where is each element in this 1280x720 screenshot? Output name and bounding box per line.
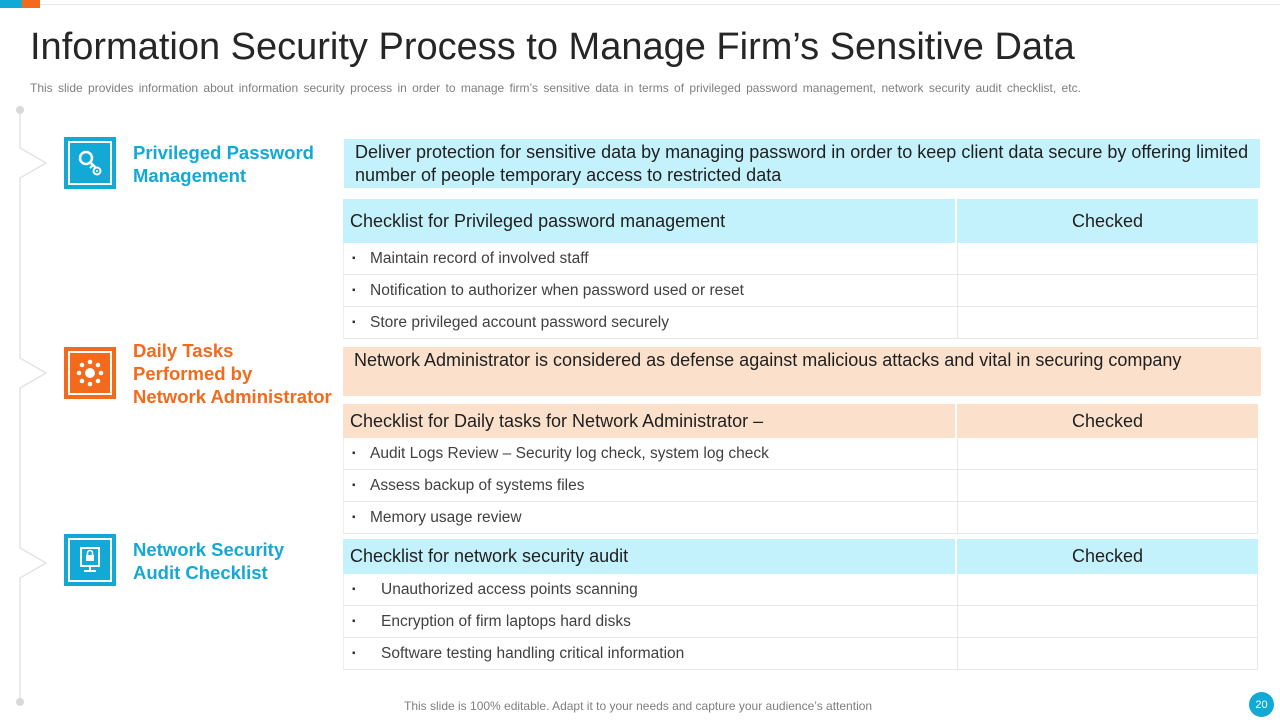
checklist-item: Assess backup of systems files [370,476,585,494]
table-row [343,307,1258,339]
bullet-icon: ▪ [352,584,356,595]
checked-cell[interactable] [958,438,1257,469]
checklist-header-label: Checklist for network security audit [343,539,957,574]
section-title-line: Performed by [133,363,253,384]
checklist-header-row [343,539,1258,574]
checklist-item: Unauthorized access points scanning [381,580,638,598]
page-title: Information Security Process to Manage Firm’s Sensitive Data [30,26,1075,68]
checklist-item: Memory usage review [370,508,522,526]
section-title-line: Management [133,165,247,186]
checked-cell[interactable] [958,275,1257,306]
timeline-start-dot [16,106,24,114]
section-title-line: Network Administrator [133,386,332,407]
table-row [343,638,1258,670]
timeline-end-dot [16,698,24,706]
section-title-line: Privileged Password [133,142,314,163]
table-row [343,243,1258,275]
checklist-header-row [343,404,1258,438]
checklist-item: Audit Logs Review – Security log check, system log check [370,444,769,462]
bullet-icon: ▪ [352,253,356,264]
page-number-badge: 20 [1249,692,1274,717]
timeline-line [0,0,60,720]
section-title-line: Daily Tasks [133,340,234,361]
network-hub-icon [75,358,105,388]
checked-cell[interactable] [958,307,1257,338]
page-subtitle: This slide provides information about information security process in order to manage firm’s sensitive data in terms of privileged password management, network security audit checklist, etc. [30,81,1081,95]
footer-note: This slide is 100% editable. Adapt it to your needs and capture your audience’s attention [404,699,873,713]
checked-cell[interactable] [958,574,1257,605]
section-title-privileged-password [133,141,314,187]
table-row [343,606,1258,638]
network-security-checklist-table [343,539,1258,670]
bullet-icon: ▪ [352,616,356,627]
bullet-icon: ▪ [352,317,356,328]
checked-column-header: Checked [1071,210,1144,231]
checklist-item: Encryption of firm laptops hard disks [381,612,631,630]
section-title-daily-tasks [133,339,332,408]
section-title-line: Network Security [133,539,285,560]
table-row [343,438,1258,470]
secure-monitor-icon [75,545,105,575]
checked-cell[interactable] [958,638,1257,669]
checked-cell[interactable] [958,502,1257,533]
checklist-header-label: Checklist for Daily tasks for Network Administrator – [343,404,957,438]
table-row [343,470,1258,502]
table-row [343,275,1258,307]
checked-cell[interactable] [958,606,1257,637]
bullet-icon: ▪ [352,448,356,459]
section-title-line: Audit Checklist [133,562,268,583]
section-title-network-security [133,538,284,584]
bullet-icon: ▪ [352,512,356,523]
checked-column-header: Checked [1071,410,1144,431]
privileged-password-checklist-table [343,199,1258,339]
daily-tasks-checklist-table [343,404,1258,534]
network-administrator-description: Network Administrator is considered as defense against malicious attacks and vital in securing company [343,347,1261,396]
checklist-header-row [343,199,1258,243]
checklist-item: Software testing handling critical information [381,644,685,662]
table-row [343,502,1258,534]
bullet-icon: ▪ [352,648,356,659]
secure-monitor-icon-box [64,534,116,586]
checklist-item: Notification to authorizer when password used or reset [370,281,744,299]
key-gear-icon [75,148,105,178]
network-hub-icon-box [64,347,116,399]
checked-cell[interactable] [958,470,1257,501]
table-row [343,574,1258,606]
checked-column-header: Checked [1071,546,1144,566]
key-gear-icon-box [64,137,116,189]
privileged-password-description: Deliver protection for sensitive data by managing password in order to keep client data secure by offering limited number of people temporary access to restricted data [344,139,1260,188]
top-rule [40,4,1280,5]
bullet-icon: ▪ [352,285,356,296]
checklist-header-label: Checklist for Privileged password management [343,199,957,243]
checklist-item: Store privileged account password securely [370,313,669,331]
checked-cell[interactable] [958,243,1257,274]
bullet-icon: ▪ [352,480,356,491]
checklist-item: Maintain record of involved staff [370,249,589,267]
